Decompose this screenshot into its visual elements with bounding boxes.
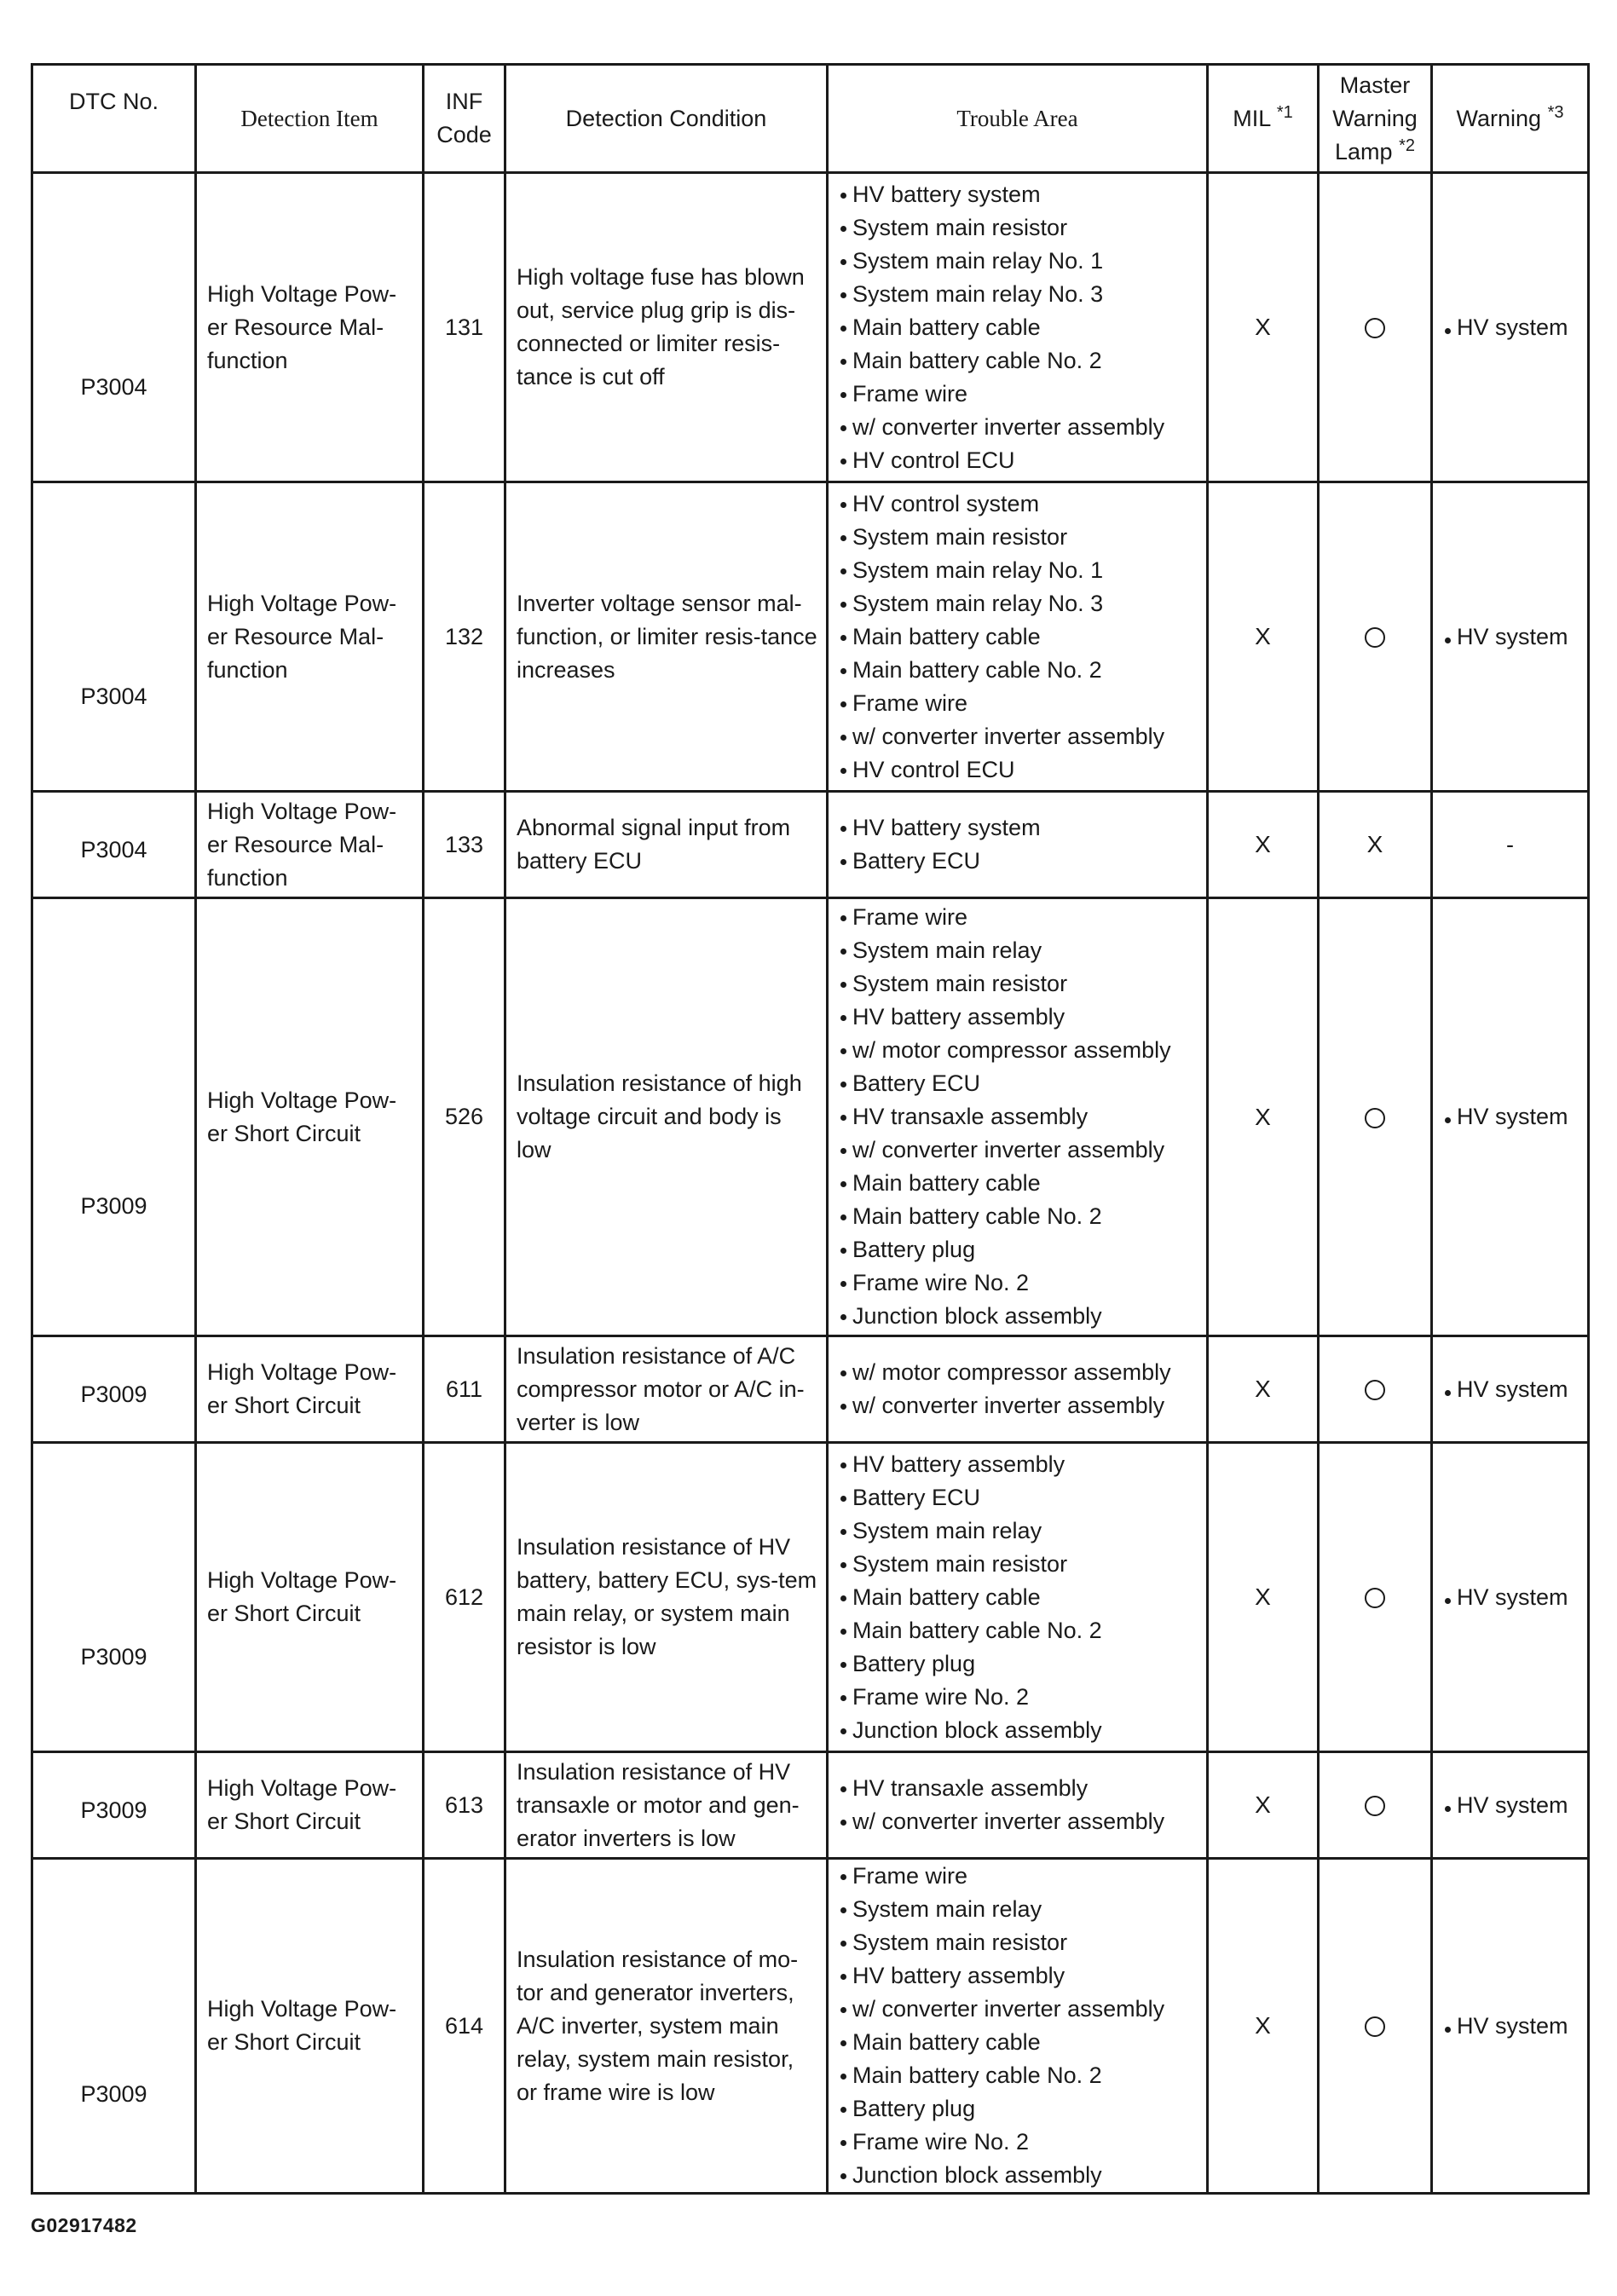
- inf-code-cell: [424, 1859, 505, 2194]
- mil-mark: X: [1255, 623, 1271, 649]
- warning-text: HV system: [1443, 624, 1568, 649]
- detection-item-text: High Voltage Pow-er Short Circuit: [207, 1087, 397, 1146]
- mil-cell: [1208, 898, 1319, 1336]
- trouble-area-item: Main battery cable No. 2: [839, 1200, 1201, 1233]
- inf-code-cell: [424, 173, 505, 482]
- mil-cell: [1208, 1752, 1319, 1859]
- inf-code-cell: [424, 1752, 505, 1859]
- inf-code-cell: [424, 482, 505, 792]
- detection-condition-cell: [505, 898, 828, 1336]
- inf-code-value: 131: [444, 314, 484, 340]
- circle-mark-icon: [1365, 1588, 1385, 1608]
- detection-item-text: High Voltage Pow-er Short Circuit: [207, 1996, 397, 2055]
- warning-cell: [1432, 1752, 1589, 1859]
- trouble-area-cell: [828, 898, 1208, 1336]
- dtc-cell: [32, 1336, 196, 1443]
- warning-cell: [1432, 1443, 1589, 1752]
- warning-text: HV system: [1443, 314, 1568, 340]
- trouble-area-item: Junction block assembly: [839, 1714, 1201, 1747]
- trouble-area-item: Battery ECU: [839, 1481, 1201, 1514]
- trouble-area-cell: [828, 792, 1208, 898]
- master-warning-lamp-cell: [1319, 1443, 1432, 1752]
- trouble-area-item: w/ converter inverter assembly: [839, 1993, 1201, 2026]
- mil-mark: X: [1255, 831, 1271, 857]
- mil-mark: X: [1255, 1584, 1271, 1610]
- trouble-area-item: w/ converter inverter assembly: [839, 411, 1201, 444]
- inf-code-value: 614: [444, 2012, 484, 2039]
- trouble-area-item: Battery ECU: [839, 845, 1201, 878]
- warning-cell: [1432, 792, 1589, 898]
- dtc-table: [31, 63, 1590, 2195]
- dtc-cell: [32, 898, 196, 1336]
- trouble-area-item: w/ converter inverter assembly: [839, 1805, 1201, 1838]
- mil-mark: X: [1255, 1376, 1271, 1402]
- trouble-area-cell: [828, 482, 1208, 792]
- dtc-cell: [32, 1859, 196, 2194]
- trouble-area-list: [839, 1448, 1201, 1747]
- trouble-area-item: Main battery cable No. 2: [839, 2059, 1201, 2092]
- detection-item-cell: [196, 1859, 424, 2194]
- warning-text: -: [1506, 831, 1514, 857]
- warning-text: HV system: [1443, 1104, 1568, 1129]
- inf-code-value: 611: [445, 1376, 483, 1402]
- mil-mark: X: [1255, 1791, 1271, 1818]
- dtc-cell: [32, 792, 196, 898]
- table-row: [32, 1443, 1589, 1752]
- warning-text: HV system: [1443, 1792, 1568, 1818]
- inf-code-cell: [424, 1336, 505, 1443]
- dtc-cell: [32, 482, 196, 792]
- trouble-area-item: w/ converter inverter assembly: [839, 1134, 1201, 1167]
- trouble-area-list: [839, 178, 1201, 477]
- detection-condition-text: Insulation resistance of HV battery, battery ECU, sys-tem main relay, or system main resistor is low: [517, 1534, 817, 1659]
- mil-cell: [1208, 1443, 1319, 1752]
- trouble-area-cell: [828, 173, 1208, 482]
- trouble-area-item: System main relay No. 1: [839, 245, 1201, 278]
- table-body: [32, 173, 1589, 2194]
- detection-condition-text: Insulation resistance of A/C compressor motor or A/C in-verter is low: [517, 1342, 805, 1435]
- trouble-area-item: Frame wire: [839, 901, 1201, 934]
- trouble-area-list: [839, 901, 1201, 1333]
- circle-mark-icon: [1365, 1380, 1385, 1400]
- trouble-area-item: System main relay No. 1: [839, 554, 1201, 587]
- table-row: [32, 482, 1589, 792]
- inf-code-cell: [424, 898, 505, 1336]
- trouble-area-list: [839, 487, 1201, 787]
- header-trouble-area: Trouble Area: [828, 65, 1208, 173]
- master-warning-lamp-cell: [1319, 173, 1432, 482]
- header-inf-code: INF Code: [424, 65, 505, 173]
- trouble-area-item: HV control ECU: [839, 753, 1201, 787]
- mil-cell: [1208, 792, 1319, 898]
- mil-cell: [1208, 1859, 1319, 2194]
- trouble-area-item: System main resistor: [839, 1926, 1201, 1959]
- detection-item-cell: [196, 1336, 424, 1443]
- mil-mark: X: [1255, 2012, 1271, 2039]
- header-row: [32, 65, 1589, 173]
- trouble-area-item: HV control ECU: [839, 444, 1201, 477]
- trouble-area-item: Main battery cable: [839, 311, 1201, 344]
- dtc-value: P3009: [80, 1193, 147, 1219]
- trouble-area-list: [839, 811, 1201, 878]
- inf-code-cell: [424, 1443, 505, 1752]
- trouble-area-item: Frame wire: [839, 378, 1201, 411]
- mil-cell: [1208, 1336, 1319, 1443]
- trouble-area-item: w/ converter inverter assembly: [839, 1389, 1201, 1422]
- detection-item-text: High Voltage Pow-er Short Circuit: [207, 1359, 397, 1418]
- inf-code-value: 612: [444, 1584, 484, 1610]
- master-warning-lamp-cell: [1319, 1752, 1432, 1859]
- dtc-cell: [32, 1752, 196, 1859]
- warning-cell: [1432, 482, 1589, 792]
- detection-item-cell: [196, 1752, 424, 1859]
- master-warning-lamp-cell: [1319, 1859, 1432, 2194]
- trouble-area-item: w/ motor compressor assembly: [839, 1356, 1201, 1389]
- dtc-cell: [32, 1443, 196, 1752]
- trouble-area-item: HV battery system: [839, 811, 1201, 845]
- trouble-area-item: HV control system: [839, 487, 1201, 521]
- trouble-area-item: Battery ECU: [839, 1067, 1201, 1100]
- inf-code-cell: [424, 792, 505, 898]
- dtc-value: P3009: [80, 1643, 147, 1670]
- inf-code-value: 132: [444, 623, 484, 649]
- detection-condition-cell: [505, 792, 828, 898]
- detection-item-text: High Voltage Pow-er Resource Mal-function: [207, 798, 397, 891]
- detection-condition-text: Insulation resistance of high voltage circuit and body is low: [517, 1070, 802, 1162]
- header-master-warning-lamp: Master Warning Lamp $^{*2}$: [1319, 65, 1432, 173]
- trouble-area-item: System main relay No. 3: [839, 278, 1201, 311]
- circle-mark-icon: [1365, 1796, 1385, 1816]
- header-mil: MIL $^{*1}$: [1208, 65, 1319, 173]
- trouble-area-item: Frame wire No. 2: [839, 1266, 1201, 1300]
- trouble-area-item: System main resistor: [839, 1548, 1201, 1581]
- detection-item-text: High Voltage Pow-er Resource Mal-function: [207, 280, 397, 373]
- trouble-area-item: System main resistor: [839, 521, 1201, 554]
- trouble-area-item: Junction block assembly: [839, 2159, 1201, 2192]
- trouble-area-cell: [828, 1443, 1208, 1752]
- trouble-area-item: Frame wire: [839, 1860, 1201, 1893]
- mil-cell: [1208, 173, 1319, 482]
- header-detection-condition: Detection Condition: [505, 65, 828, 173]
- master-warning-lamp-cell: [1319, 1336, 1432, 1443]
- detection-condition-text: Insulation resistance of mo-tor and generator inverters, A/C inverter, system main relay, system main resistor, or frame wire is low: [517, 1946, 799, 2105]
- table-row: [32, 1859, 1589, 2194]
- trouble-area-item: Main battery cable: [839, 620, 1201, 654]
- trouble-area-item: HV battery system: [839, 178, 1201, 211]
- dtc-value: P3009: [80, 1381, 147, 1407]
- trouble-area-item: w/ motor compressor assembly: [839, 1034, 1201, 1067]
- detection-item-text: High Voltage Pow-er Resource Mal-function: [207, 590, 397, 683]
- dtc-value: P3004: [80, 373, 147, 400]
- header-detection-item: Detection Item: [196, 65, 424, 173]
- circle-mark-icon: [1365, 2016, 1385, 2037]
- trouble-area-item: Main battery cable: [839, 1167, 1201, 1200]
- mil-cell: [1208, 482, 1319, 792]
- trouble-area-item: Main battery cable No. 2: [839, 1614, 1201, 1647]
- trouble-area-item: Battery plug: [839, 1647, 1201, 1681]
- detection-condition-cell: [505, 1859, 828, 2194]
- trouble-area-item: Main battery cable: [839, 2026, 1201, 2059]
- dtc-value: P3009: [80, 1797, 147, 1823]
- master-warning-lamp-cell: [1319, 482, 1432, 792]
- trouble-area-item: HV battery assembly: [839, 1448, 1201, 1481]
- trouble-area-item: HV transaxle assembly: [839, 1100, 1201, 1134]
- trouble-area-item: Main battery cable No. 2: [839, 344, 1201, 378]
- trouble-area-item: Frame wire No. 2: [839, 1681, 1201, 1714]
- trouble-area-item: Frame wire No. 2: [839, 2126, 1201, 2159]
- trouble-area-item: HV battery assembly: [839, 1001, 1201, 1034]
- detection-condition-text: Abnormal signal input from battery ECU: [517, 815, 791, 874]
- mil-mark: X: [1255, 314, 1271, 340]
- table-row: [32, 792, 1589, 898]
- table-row: [32, 173, 1589, 482]
- warning-text: HV system: [1443, 1376, 1568, 1402]
- figure-id: G02917482: [31, 2214, 137, 2236]
- circle-mark-icon: [1365, 627, 1385, 648]
- trouble-area-item: System main relay: [839, 1514, 1201, 1548]
- warning-cell: [1432, 898, 1589, 1336]
- detection-item-text: High Voltage Pow-er Short Circuit: [207, 1775, 397, 1834]
- circle-mark-icon: [1365, 318, 1385, 338]
- trouble-area-cell: [828, 1752, 1208, 1859]
- trouble-area-item: System main relay No. 3: [839, 587, 1201, 620]
- trouble-area-item: Junction block assembly: [839, 1300, 1201, 1333]
- master-warning-lamp-cell: [1319, 898, 1432, 1336]
- inf-code-value: 613: [444, 1791, 484, 1818]
- circle-mark-icon: [1365, 1108, 1385, 1128]
- detection-item-cell: [196, 482, 424, 792]
- detection-item-text: High Voltage Pow-er Short Circuit: [207, 1567, 397, 1626]
- trouble-area-item: System main resistor: [839, 211, 1201, 245]
- master-warning-mark: X: [1366, 831, 1383, 857]
- detection-condition-cell: [505, 1443, 828, 1752]
- detection-condition-text: Insulation resistance of HV transaxle or motor and gen-erator inverters is low: [517, 1758, 800, 1851]
- dtc-value: P3009: [80, 2080, 147, 2107]
- detection-item-cell: [196, 792, 424, 898]
- trouble-area-item: Main battery cable No. 2: [839, 654, 1201, 687]
- trouble-area-cell: [828, 1336, 1208, 1443]
- dtc-value: P3004: [80, 836, 147, 862]
- detection-item-cell: [196, 1443, 424, 1752]
- dtc-cell: [32, 173, 196, 482]
- warning-cell: [1432, 1336, 1589, 1443]
- inf-code-value: 133: [444, 831, 484, 857]
- mil-mark: X: [1255, 1103, 1271, 1130]
- trouble-area-item: HV battery assembly: [839, 1959, 1201, 1993]
- detection-condition-cell: [505, 173, 828, 482]
- trouble-area-item: Battery plug: [839, 1233, 1201, 1266]
- detection-condition-cell: [505, 1752, 828, 1859]
- warning-cell: [1432, 1859, 1589, 2194]
- detection-condition-text: High voltage fuse has blown out, service plug grip is dis-connected or limiter resis-tance is cut off: [517, 264, 805, 389]
- trouble-area-item: Main battery cable: [839, 1581, 1201, 1614]
- trouble-area-item: w/ converter inverter assembly: [839, 720, 1201, 753]
- table-row: [32, 1752, 1589, 1859]
- trouble-area-list: [839, 1356, 1201, 1422]
- detection-condition-text: Inverter voltage sensor mal-function, or limiter resis-tance increases: [517, 590, 817, 683]
- inf-code-value: 526: [444, 1104, 484, 1129]
- warning-text: HV system: [1443, 2013, 1568, 2039]
- trouble-area-item: System main resistor: [839, 967, 1201, 1001]
- header-dtc-no: DTC No.: [32, 65, 196, 173]
- warning-text: HV system: [1443, 1584, 1568, 1610]
- trouble-area-item: Battery plug: [839, 2092, 1201, 2126]
- trouble-area-cell: [828, 1859, 1208, 2194]
- master-warning-lamp-cell: [1319, 792, 1432, 898]
- trouble-area-list: [839, 1860, 1201, 2192]
- header-warning: Warning $^{*3}$: [1432, 65, 1589, 173]
- table-row: [32, 1336, 1589, 1443]
- detection-item-cell: [196, 173, 424, 482]
- detection-item-cell: [196, 898, 424, 1336]
- detection-condition-cell: [505, 482, 828, 792]
- trouble-area-list: [839, 1772, 1201, 1838]
- dtc-value: P3004: [80, 683, 147, 709]
- detection-condition-cell: [505, 1336, 828, 1443]
- trouble-area-item: HV transaxle assembly: [839, 1772, 1201, 1805]
- trouble-area-item: System main relay: [839, 1893, 1201, 1926]
- table-row: [32, 898, 1589, 1336]
- warning-cell: [1432, 173, 1589, 482]
- trouble-area-item: Frame wire: [839, 687, 1201, 720]
- trouble-area-item: System main relay: [839, 934, 1201, 967]
